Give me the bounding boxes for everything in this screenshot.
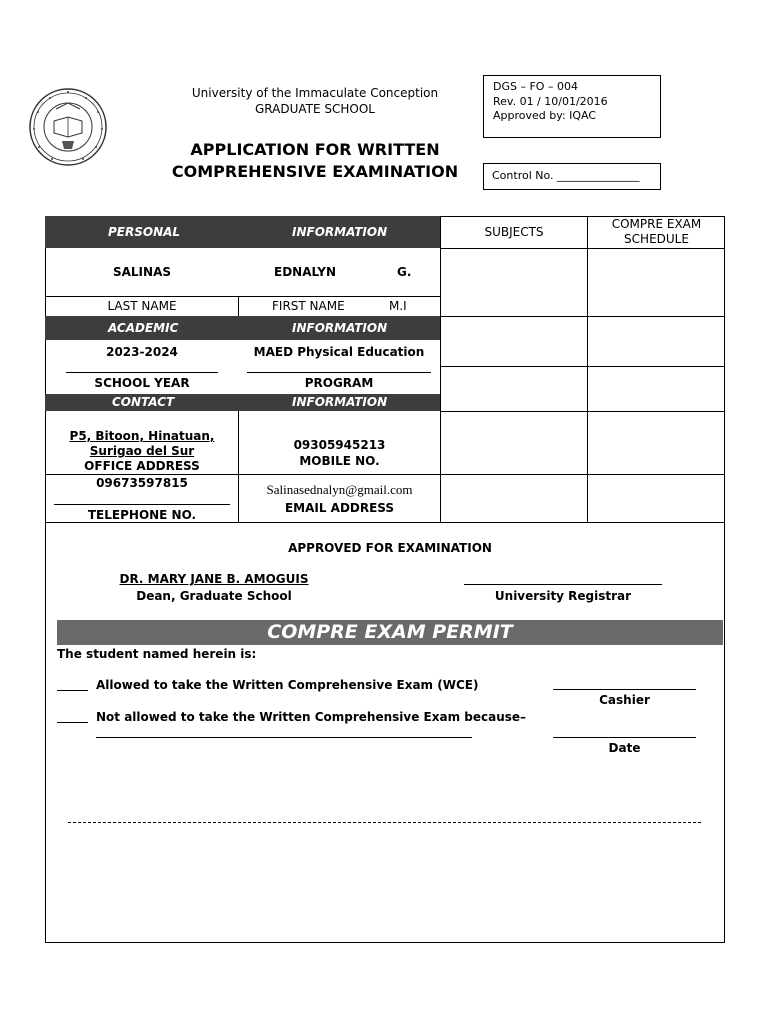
university-seal	[28, 87, 108, 167]
office-address	[46, 429, 238, 474]
form-title	[150, 139, 480, 183]
office-address-line2: Surigao del Sur	[89, 444, 195, 458]
mobile-value: 09305945213	[293, 438, 386, 452]
academic-label: ACADEMIC	[108, 321, 179, 335]
personal-info-bar	[45, 216, 441, 248]
approval-heading: APPROVED FOR EXAMINATION	[288, 541, 492, 555]
university-name: University of the Immaculate Conception	[191, 86, 439, 100]
telephone-value: 09673597815	[96, 476, 188, 490]
program-label: PROGRAM	[304, 376, 374, 390]
control-number-box	[483, 163, 661, 190]
date-label: Date	[608, 741, 641, 755]
email-value: Salinasednalyn@gmail.com	[266, 482, 413, 497]
mi-label: M.I	[389, 299, 407, 313]
grid-line	[45, 296, 441, 297]
program-value: MAED Physical Education	[253, 345, 425, 359]
grid-line	[587, 216, 588, 522]
first-name-value: EDNALYN	[274, 265, 336, 279]
cashier-signature-line	[553, 689, 696, 690]
office-address-label: OFFICE ADDRESS	[84, 459, 200, 473]
allowed-checkbox-line[interactable]	[57, 690, 88, 691]
schedule-header-line2: SCHEDULE	[624, 232, 689, 246]
grid-line	[440, 216, 441, 522]
grid-line	[440, 411, 725, 412]
dean-title: Dean, Graduate School	[136, 589, 292, 603]
academic-info-bar	[45, 316, 441, 340]
not-allowed-checkbox-line[interactable]	[57, 722, 88, 723]
not-allowed-option: Not allowed to take the Written Comprehensive Exam because–	[96, 710, 527, 724]
schedule-header-line1: COMPRE EXAM	[611, 217, 702, 231]
registrar-title: University Registrar	[494, 589, 632, 603]
form-title-line2: COMPREHENSIVE EXAMINATION	[171, 162, 459, 181]
school-year-underline	[66, 372, 218, 373]
mobile-label: MOBILE NO.	[299, 454, 380, 468]
cut-line	[68, 822, 701, 823]
grid-line	[440, 248, 725, 249]
first-name-label: FIRST NAME	[272, 299, 345, 313]
school-year-label: SCHOOL YEAR	[94, 376, 190, 390]
grid-line	[45, 522, 725, 523]
grid-line	[45, 474, 725, 475]
last-name-label: LAST NAME	[107, 299, 177, 313]
registrar-signature-line	[464, 584, 662, 585]
telephone-underline	[54, 504, 230, 505]
form-title-line1: APPLICATION FOR WRITTEN	[190, 140, 440, 159]
permit-heading: COMPRE EXAM PERMIT	[57, 620, 723, 645]
office-address-line1: P5, Bitoon, Hinatuan,	[69, 429, 215, 443]
grid-line	[440, 366, 725, 367]
reason-line[interactable]	[96, 737, 472, 738]
program-underline	[247, 372, 431, 373]
school-year-value: 2023-2024	[106, 345, 178, 359]
personal-information-label: INFORMATION	[292, 225, 388, 239]
university-header	[180, 85, 450, 117]
last-name-value: SALINAS	[112, 265, 171, 279]
date-line	[553, 737, 696, 738]
document-info-box	[483, 75, 661, 138]
document-approved-by: Approved by: IQAC	[493, 109, 597, 122]
mobile-block	[239, 437, 440, 469]
contact-label: CONTACT	[112, 395, 175, 409]
telephone-label: TELEPHONE NO.	[87, 508, 197, 522]
control-number: Control No. _______________	[492, 169, 640, 182]
subjects-header: SUBJECTS	[484, 225, 544, 239]
personal-label: PERSONAL	[108, 225, 181, 239]
schedule-header	[588, 217, 725, 247]
grid-line	[440, 316, 725, 317]
middle-initial-value: G.	[397, 265, 412, 279]
permit-intro: The student named herein is:	[57, 647, 257, 661]
document-code: DGS – FO – 004	[493, 80, 578, 93]
contact-info-bar	[45, 394, 441, 411]
allowed-option: Allowed to take the Written Comprehensive Exam (WCE)	[96, 678, 479, 692]
school-name: GRADUATE SCHOOL	[255, 102, 375, 116]
email-label: EMAIL ADDRESS	[284, 501, 395, 515]
document-revision: Rev. 01 / 10/01/2016	[493, 94, 608, 108]
grid-line	[238, 296, 239, 316]
academic-information-label: INFORMATION	[292, 321, 388, 335]
contact-information-label: INFORMATION	[292, 395, 388, 409]
dean-name: DR. MARY JANE B. AMOGUIS	[119, 572, 309, 586]
cashier-label: Cashier	[599, 693, 650, 707]
